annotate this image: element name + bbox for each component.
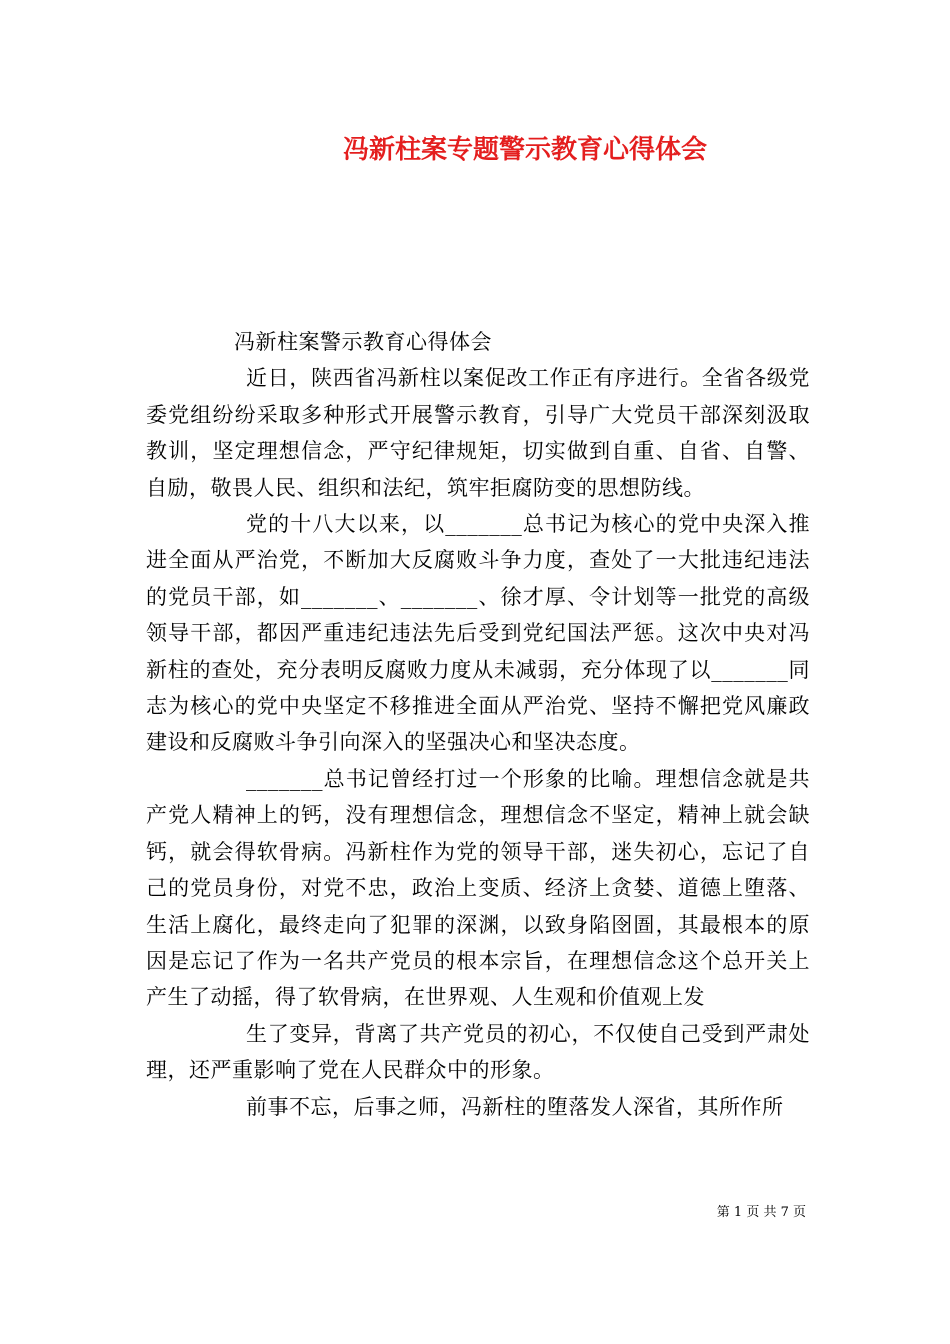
document-body [146, 324, 810, 1125]
document-subtitle: 冯新柱案警示教育心得体会 [234, 330, 492, 354]
paragraph-5: 前事不忘，后事之师，冯新柱的堕落发人深省，其所作所 [246, 1094, 784, 1119]
paragraph-2: 党的十八大以来，以_______总书记为核心的党中央深入推进全面从严治党，不断加大反腐败斗争力度，查处了一大批违纪违法的党员干部，如_______、_______、徐才厚、令计划等一批党的高级领导干部，都因严重违纪违法先后受到党纪国法严惩。这次中央对冯新柱的查处，充分表明反腐败力度从未减弱，充分体现了以_______同志为核心的党中央坚定不移推进全面从严治党、坚持不懈把党风廉政建设和反腐败斗争引向深入的坚强决心和坚决态度。 [146, 512, 810, 755]
paragraph-3: _______总书记曾经打过一个形象的比喻。理想信念就是共产党人精神上的钙，没有理想信念，理想信念不坚定，精神上就会缺钙，就会得软骨病。冯新柱作为党的领导干部，迷失初心，忘记了自己的党员身份，对党不忠，政治上变质、经济上贪婪、道德上堕落、生活上腐化，最终走向了犯罪的深渊，以致身陷囹圄，其最根本的原因是忘记了作为一名共产党员的根本宗旨，在理想信念这个总开关上产生了动摇，得了软骨病，在世界观、人生观和价值观上发 [146, 766, 810, 1010]
paragraph-4: 生了变异，背离了共产党员的初心，不仅使自己受到严肃处理，还严重影响了党在人民群众中的形象。 [146, 1021, 810, 1083]
document-title: 冯新柱案专题警示教育心得体会 [342, 135, 707, 165]
paragraph-1: 近日，陕西省冯新柱以案促改工作正有序进行。全省各级党委党组纷纷采取多种形式开展警示教育，引导广大党员干部深刻汲取教训，坚定理想信念，严守纪律规矩，切实做到自重、自省、自警、自励，敬畏人民、组织和法纪，筑牢拒腐防变的思想防线。 [146, 366, 810, 500]
page-number: 第 1 页 共 7 页 [716, 1205, 806, 1220]
